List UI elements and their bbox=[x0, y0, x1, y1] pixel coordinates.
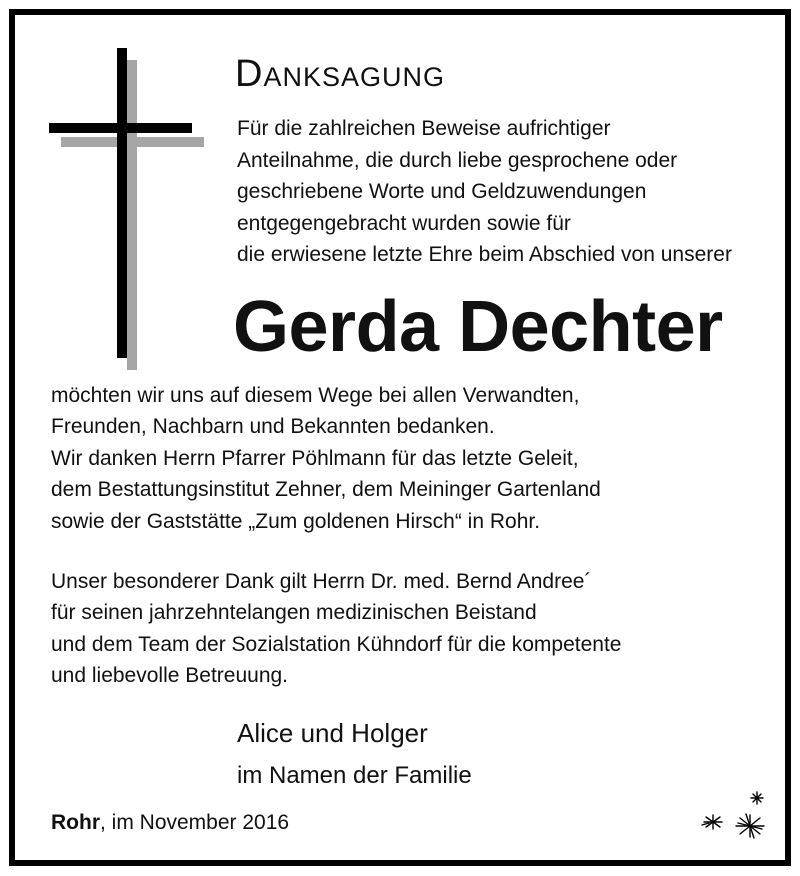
intro-line: Anteilnahme, die durch liebe gesprochene oder bbox=[237, 148, 678, 172]
place-name: Rohr bbox=[51, 811, 100, 834]
thanks-paragraph-2 bbox=[51, 566, 771, 692]
paragraph-line: Freunden, Nachbarn und Bekannten bedanken. bbox=[51, 415, 495, 439]
paragraph-line: dem Bestattungsinstitut Zehner, dem Meininger Gartenland bbox=[51, 478, 601, 502]
thanks-paragraph-1 bbox=[51, 380, 771, 537]
notice-title: Danksagung bbox=[235, 53, 445, 95]
paragraph-line: Wir danken Herrn Pfarrer Pöhlmann für das letzte Geleit, bbox=[51, 446, 579, 470]
signature-names: Alice und Holger bbox=[237, 718, 428, 748]
place-date bbox=[51, 808, 289, 838]
paragraph-line: möchten wir uns auf diesem Wege bei allen Verwandten, bbox=[51, 384, 580, 407]
intro-line: die erwiesene letzte Ehre beim Abschied von unserer bbox=[237, 243, 732, 266]
signature-family: im Namen der Familie bbox=[237, 762, 472, 789]
paragraph-line: Unser besonderer Dank gilt Herrn Dr. med. Bernd Andree´ bbox=[51, 570, 592, 593]
intro-line: entgegengebracht wurden sowie für bbox=[237, 211, 571, 235]
deceased-name: Gerda Dechter bbox=[233, 287, 723, 367]
intro-text bbox=[237, 113, 797, 271]
intro-line: geschriebene Worte und Geldzuwendungen bbox=[237, 180, 647, 203]
flower-ornament-icon bbox=[695, 786, 775, 846]
paragraph-line: und liebevolle Betreuung. bbox=[51, 664, 289, 688]
paragraph-line: sowie der Gaststätte „Zum goldenen Hirsch“ in Rohr. bbox=[51, 509, 541, 533]
paragraph-line: und dem Team der Sozialstation Kühndorf für die kompetente bbox=[51, 632, 622, 656]
date-text: , im November 2016 bbox=[100, 811, 290, 834]
intro-line: Für die zahlreichen Beweise aufrichtiger bbox=[237, 117, 611, 140]
paragraph-line: für seinen jahrzehntelangen medizinischen Beistand bbox=[51, 601, 537, 625]
